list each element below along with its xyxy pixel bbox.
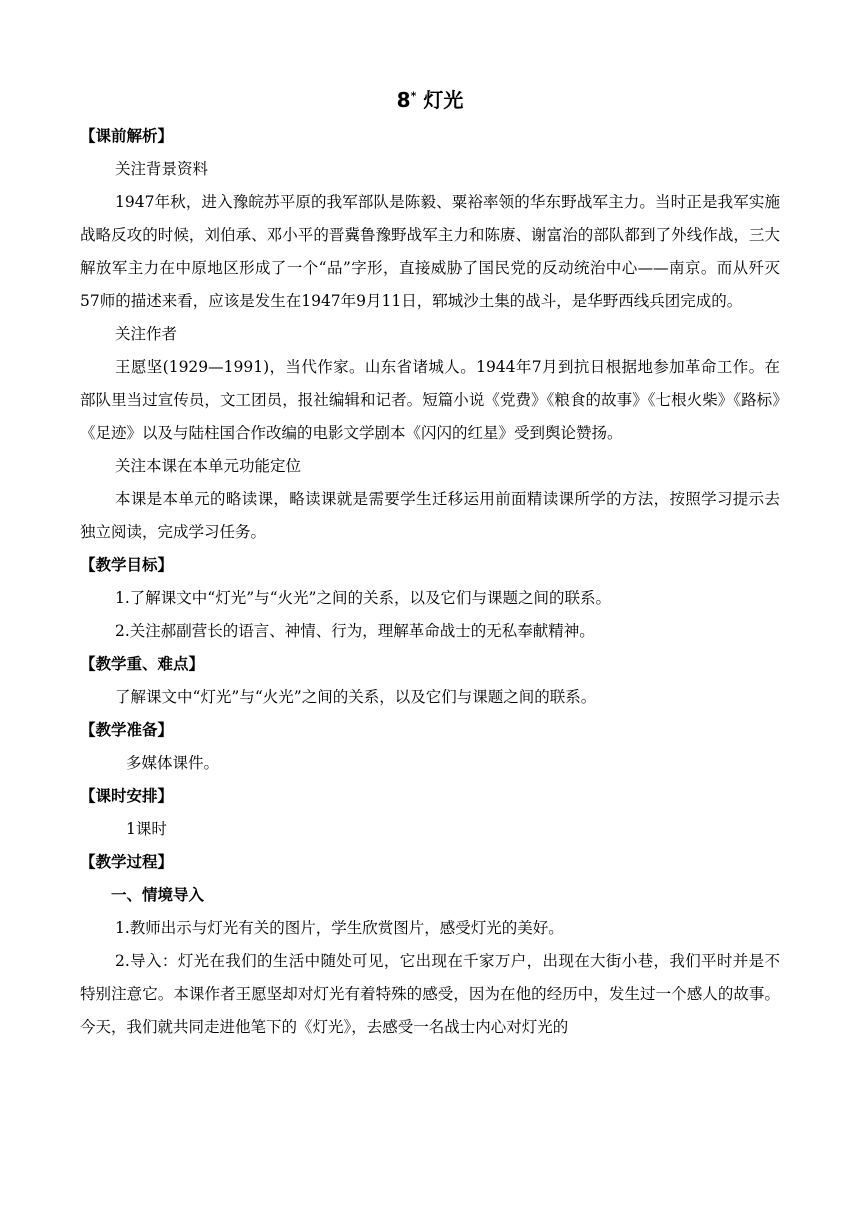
lesson-number: 8 bbox=[396, 88, 411, 112]
prep-text: 多媒体课件。 bbox=[126, 754, 220, 772]
time-text: 1课时 bbox=[126, 820, 167, 838]
process-step-2: 2.导入：灯光在我们的生活中随处可见，它出现在千家万户，出现在大街小巷，我们平时并是不特别注意它。本课作者王愿坚却对灯光有着特殊的感受，因为在他的经历中，发生过一个感人的故事。今天，我们就共同走进他笔下的《灯光》，去感受一名战士内心对灯光的 bbox=[80, 952, 780, 1036]
lesson-title-text: 灯光 bbox=[423, 88, 464, 112]
section-heading-process: 【教学过程】 bbox=[80, 853, 174, 871]
section-heading-pre: 【课前解析】 bbox=[80, 127, 174, 145]
background-label: 关注背景资料 bbox=[115, 160, 209, 178]
key-paragraph: 了解课文中“灯光”与“火光”之间的关系，以及它们与课题之间的联系。 bbox=[115, 688, 597, 706]
document-body bbox=[80, 120, 780, 1044]
background-paragraph: 1947年秋，进入豫皖苏平原的我军部队是陈毅、粟裕率领的华东野战军主力。当时正是我军实施战略反攻的时候，刘伯承、邓小平的晋冀鲁豫野战军主力和陈赓、谢富治的部队都到了外线作战，三大解放军主力在中原地区形成了一个“品”字形，直接威胁了国民党的反动统治中心——南京。而从歼灭57师的描述来看，应该是发生在1947年9月11日，郓城沙土集的战斗，是华野西线兵团完成的。 bbox=[80, 193, 780, 310]
lesson-title bbox=[0, 84, 860, 113]
author-paragraph: 王愿坚(1929—1991)，当代作家。山东省诸城人。1944年7月到抗日根据地参加革命工作。在部队里当过宣传员，文工团员，报社编辑和记者。短篇小说《党费》《粮食的故事》《七根火柴》《路标》《足迹》以及与陆柱国合作改编的电影文学剧本《闪闪的红星》受到舆论赞扬。 bbox=[80, 358, 780, 442]
unit-label: 关注本课在本单元功能定位 bbox=[115, 457, 302, 475]
process-section-1: 一、情境导入 bbox=[111, 886, 205, 904]
goal-item-2: 2.关注郝副营长的语言、神情、行为，理解革命战士的无私奉献精神。 bbox=[115, 622, 595, 640]
author-label: 关注作者 bbox=[115, 325, 178, 343]
process-step-1: 1.教师出示与灯光有关的图片，学生欣赏图片，感受灯光的美好。 bbox=[115, 919, 564, 937]
goal-item-1: 1.了解课文中“灯光”与“火光”之间的关系，以及它们与课题之间的联系。 bbox=[115, 589, 611, 607]
lesson-mark: * bbox=[410, 89, 417, 103]
unit-paragraph: 本课是本单元的略读课，略读课就是需要学生迁移运用前面精读课所学的方法，按照学习提示去独立阅读，完成学习任务。 bbox=[80, 490, 780, 541]
section-heading-prep: 【教学准备】 bbox=[80, 721, 174, 739]
section-heading-goals: 【教学目标】 bbox=[80, 556, 174, 574]
section-heading-key: 【教学重、难点】 bbox=[80, 655, 205, 673]
section-heading-time: 【课时安排】 bbox=[80, 787, 174, 805]
